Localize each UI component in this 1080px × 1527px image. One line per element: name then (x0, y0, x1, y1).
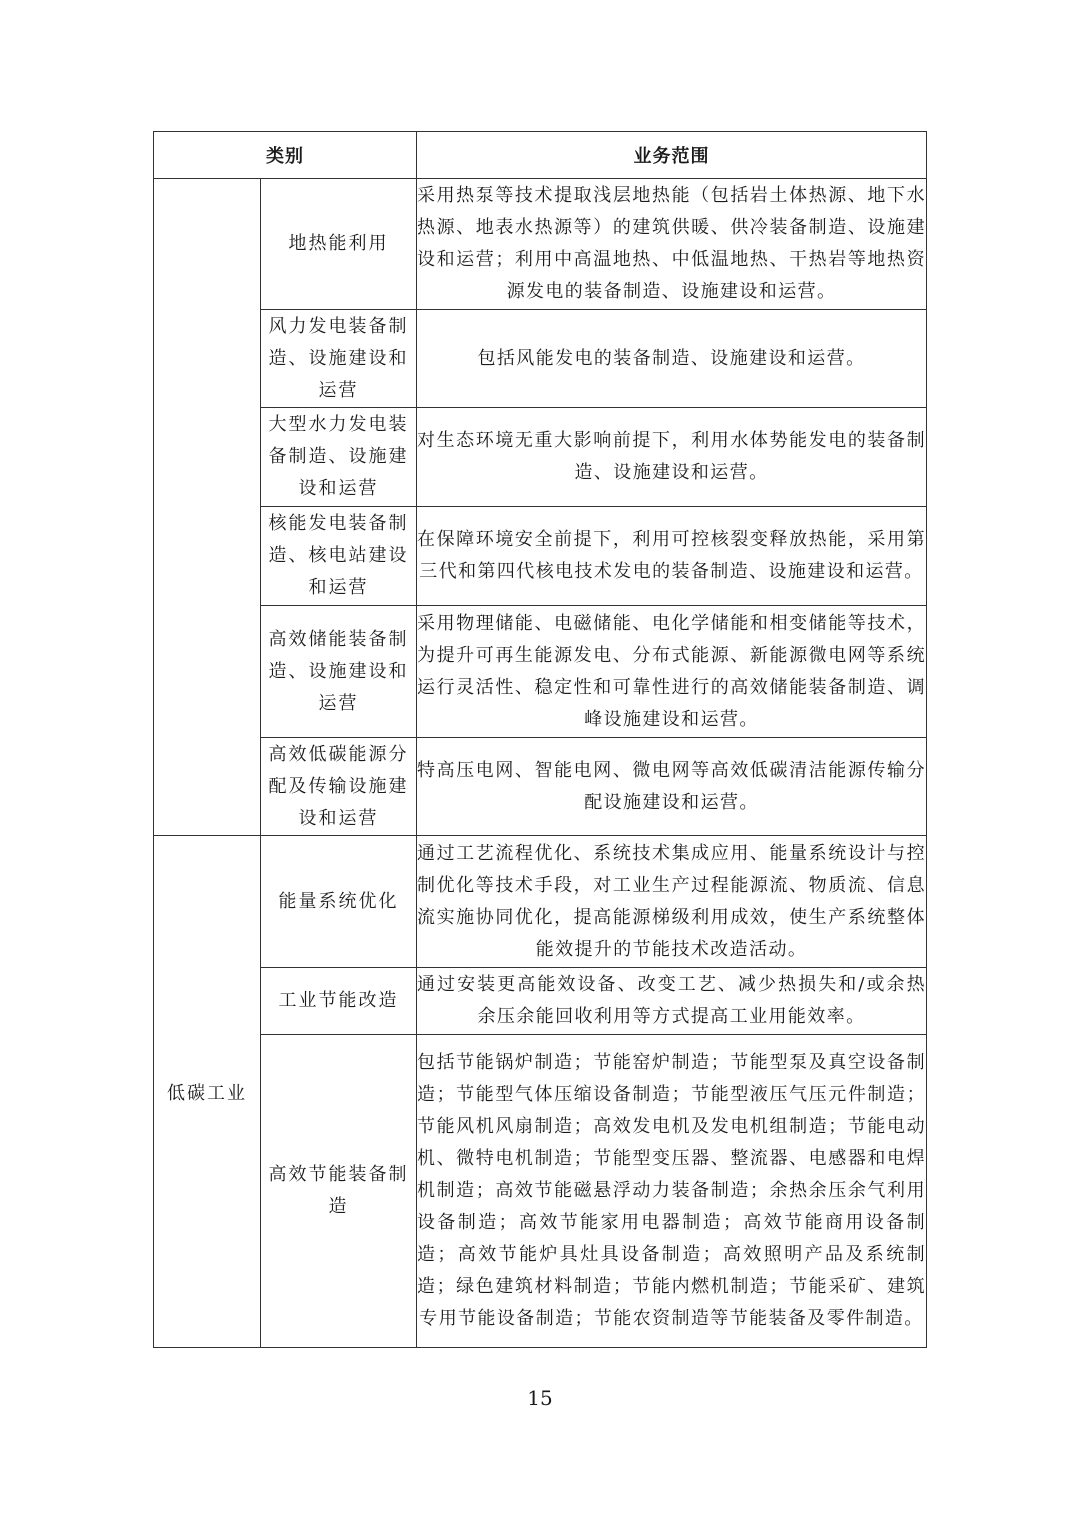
table-row (154, 606, 927, 738)
header-category: 类别 (154, 132, 417, 179)
table-row (154, 1035, 927, 1348)
category-cell: 低碳工业 (154, 836, 261, 1348)
subcategory-cell: 能量系统优化 (261, 836, 417, 968)
subcategory-cell: 高效节能装备制造 (261, 1035, 417, 1348)
subcategory-cell: 核能发电装备制造、核电站建设和运营 (261, 507, 417, 606)
table-row (154, 310, 927, 408)
scope-cell: 特高压电网、智能电网、微电网等高效低碳清洁能源传输分配设施建设和运营。 (417, 738, 927, 836)
subcategory-cell: 大型水力发电装备制造、设施建设和运营 (261, 408, 417, 507)
table-row (154, 738, 927, 836)
subcategory-cell: 地热能利用 (261, 179, 417, 310)
scope-cell: 包括节能锅炉制造；节能窑炉制造；节能型泵及真空设备制造；节能型气体压缩设备制造；节能型液压气压元件制造；节能风机风扇制造；高效发电机及发电机组制造；节能电动机、微特电机制造；节能型变压器、整流器、电感器和电焊机制造；高效节能磁悬浮动力装备制造；余热余压余气利用设备制造；高效节能家用电器制造；高效节能商用设备制造；高效节能炉具灶具设备制造；高效照明产品及系统制造；绿色建筑材料制造；节能内燃机制造；节能采矿、建筑专用节能设备制造；节能农资制造等节能装备及零件制造。 (417, 1035, 927, 1348)
table-row (154, 507, 927, 606)
subcategory-cell: 工业节能改造 (261, 968, 417, 1035)
scope-cell: 包括风能发电的装备制造、设施建设和运营。 (417, 310, 927, 408)
scope-cell: 采用物理储能、电磁储能、电化学储能和相变储能等技术，为提升可再生能源发电、分布式能源、新能源微电网等系统运行灵活性、稳定性和可靠性进行的高效储能装备制造、调峰设施建设和运营。 (417, 606, 927, 738)
scope-cell: 通过工艺流程优化、系统技术集成应用、能量系统设计与控制优化等技术手段，对工业生产过程能源流、物质流、信息流实施协同优化，提高能源梯级利用成效，使生产系统整体能效提升的节能技术改造活动。 (417, 836, 927, 968)
table-row (154, 836, 927, 968)
table-row (154, 179, 927, 310)
page-number: 15 (527, 1386, 553, 1410)
scope-cell: 通过安装更高能效设备、改变工艺、减少热损失和/或余热余压余能回收利用等方式提高工业用能效率。 (417, 968, 927, 1035)
table-header-row (154, 132, 927, 179)
scope-cell: 对生态环境无重大影响前提下，利用水体势能发电的装备制造、设施建设和运营。 (417, 408, 927, 507)
subcategory-cell: 高效储能装备制造、设施建设和运营 (261, 606, 417, 738)
header-business-scope: 业务范围 (417, 132, 927, 179)
category-cell (154, 179, 261, 836)
subcategory-cell: 风力发电装备制造、设施建设和运营 (261, 310, 417, 408)
scope-cell: 在保障环境安全前提下，利用可控核裂变释放热能，采用第三代和第四代核电技术发电的装备制造、设施建设和运营。 (417, 507, 927, 606)
table-row (154, 408, 927, 507)
scope-cell: 采用热泵等技术提取浅层地热能（包括岩土体热源、地下水热源、地表水热源等）的建筑供暖、供冷装备制造、设施建设和运营；利用中高温地热、中低温地热、干热岩等地热资源发电的装备制造、设施建设和运营。 (417, 179, 927, 310)
table-row (154, 968, 927, 1035)
business-scope-table (153, 131, 927, 1348)
subcategory-cell: 高效低碳能源分配及传输设施建设和运营 (261, 738, 417, 836)
